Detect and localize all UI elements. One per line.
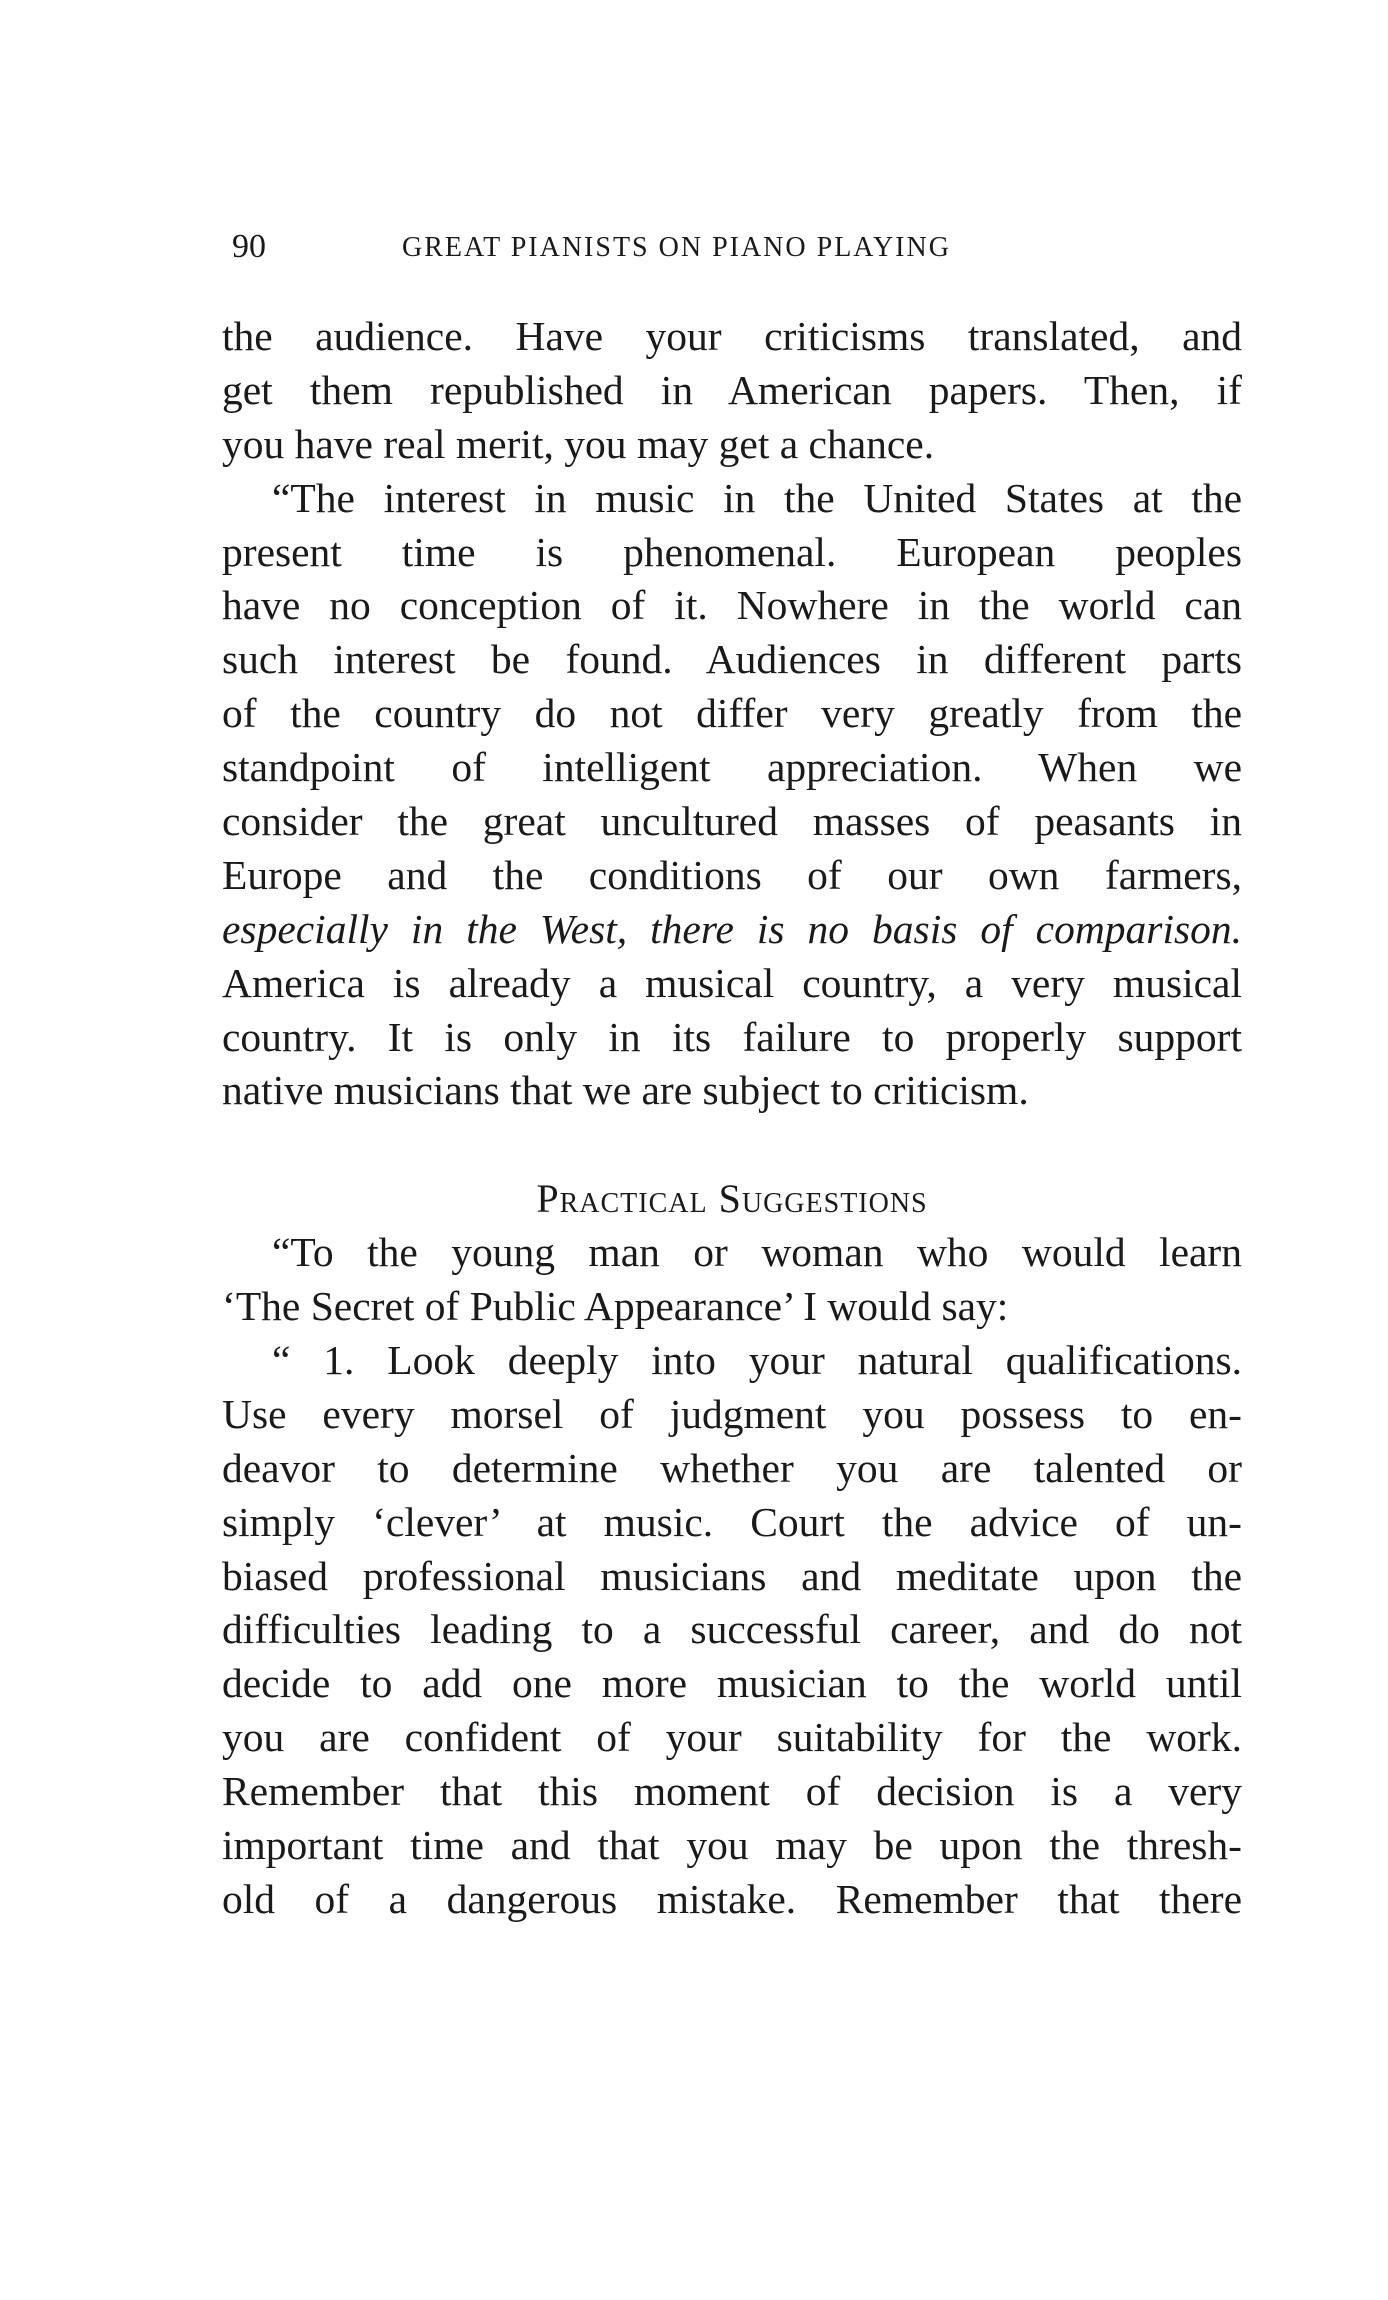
text-line: native musicians that we are subject to criticism. [222, 1067, 1029, 1114]
text-line: country. It is only in its failure to properly support [222, 1013, 1242, 1060]
text-line: biased professional musicians and meditate upon the [222, 1552, 1242, 1599]
text-line: “The interest in music in the United States at the [272, 474, 1242, 521]
page-number: 90 [232, 228, 266, 265]
text-line: “To the young man or woman who would learn [272, 1229, 1242, 1276]
text-line: such interest be found. Audiences in different parts [222, 636, 1242, 683]
text-line: Europe and the conditions of our own farmers, [222, 851, 1242, 898]
text-line: important time and that you may be upon the thresh- [222, 1822, 1242, 1869]
text-line: of the country do not differ very greatly from the [222, 690, 1242, 737]
text-line: deavor to determine whether you are talented or [222, 1444, 1242, 1491]
running-head [232, 228, 1232, 272]
body-text [222, 310, 1242, 1927]
text-line: the audience. Have your criticisms translated, and [222, 313, 1242, 359]
text-line: consider the great uncultured masses of peasants in [222, 798, 1242, 845]
text-line: Remember that this moment of decision is a very [222, 1768, 1242, 1815]
text-line: you have real merit, you may get a chance. [222, 420, 935, 467]
text-line: decide to add one more musician to the world until [222, 1660, 1242, 1707]
text-line-italic: especially in the West, there is no basis of comparison. [222, 905, 1242, 952]
text-line: present time is phenomenal. European peoples [222, 528, 1242, 575]
text-line: America is already a musical country, a very musical [222, 959, 1242, 1006]
text-line: difficulties leading to a successful career, and do not [222, 1606, 1242, 1653]
text-line: you are confident of your suitability for the work. [222, 1714, 1242, 1761]
text-line: have no conception of it. Nowhere in the world can [222, 582, 1242, 629]
text-line: standpoint of intelligent appreciation. When we [222, 744, 1242, 791]
text-line: “ 1. Look deeply into your natural qualifications. [272, 1337, 1242, 1384]
running-title: GREAT PIANISTS ON PIANO PLAYING [402, 232, 951, 263]
section-heading: Practical Suggestions [536, 1176, 928, 1222]
text-line: Use every morsel of judgment you possess to en- [222, 1390, 1242, 1437]
text-line: ‘The Secret of Public Appearance’ I would say: [222, 1283, 1009, 1330]
text-line: simply ‘clever’ at music. Court the advice of un- [222, 1498, 1242, 1545]
text-line: get them republished in American papers. Then, if [222, 366, 1242, 413]
text-line: old of a dangerous mistake. Remember that there [222, 1875, 1242, 1922]
